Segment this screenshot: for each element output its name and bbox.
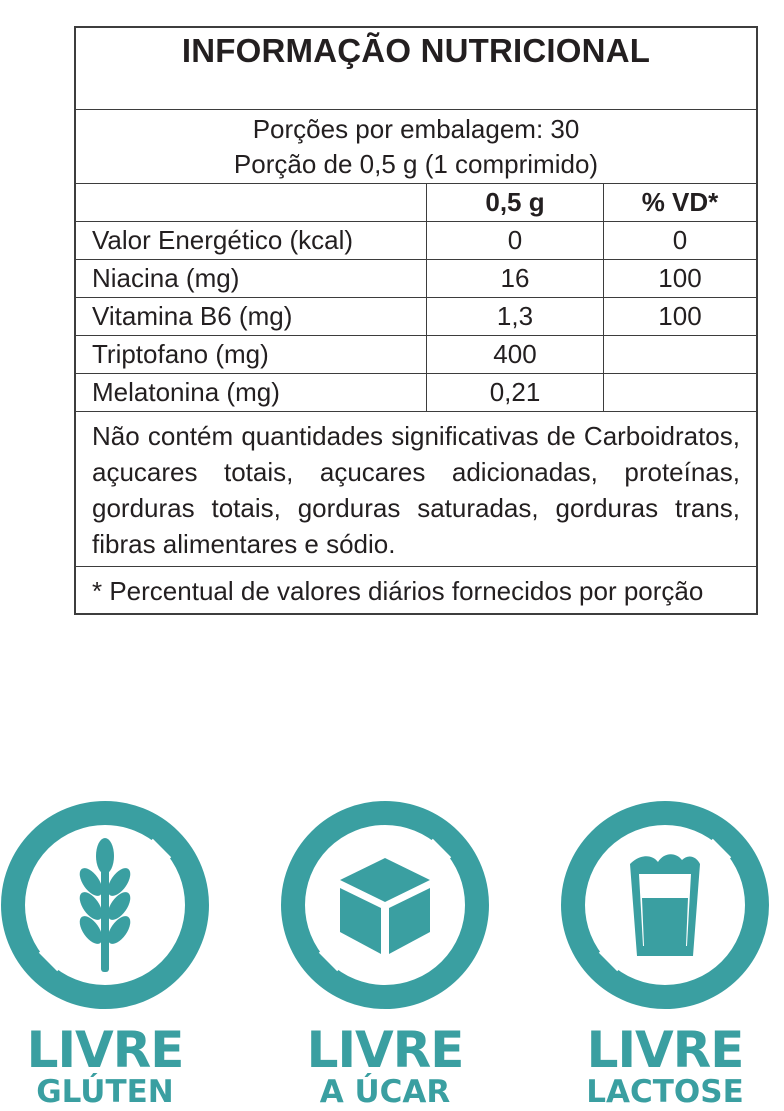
wheat-icon — [0, 800, 210, 1020]
table-footnote: * Percentual de valores diários fornecidos por porção — [92, 576, 704, 606]
badge-sugar-free — [280, 800, 490, 1111]
servings-per-package: Porções por embalagem: 30 — [252, 114, 580, 144]
free-from-badges — [0, 800, 784, 1111]
table-header-row — [76, 184, 756, 222]
nutrient-dv: 0 — [672, 225, 688, 255]
badge-line2: GLÚTEN — [36, 1074, 174, 1110]
nutrient-name: Vitamina B6 (mg) — [76, 298, 427, 335]
table-row — [76, 260, 756, 298]
nutrient-name: Niacina (mg) — [76, 260, 427, 297]
table-row — [76, 336, 756, 374]
table-note: Não contém quantidades significativas de Carboidratos, açucares totais, açucares adicionadas, proteínas, gorduras totais, gorduras saturadas, gorduras trans, fibras alimentares e sódio. — [76, 412, 756, 567]
table-row — [76, 374, 756, 412]
badge-line1: LIVRE — [586, 1021, 744, 1079]
table-title: INFORMAÇÃO NUTRICIONAL — [76, 28, 756, 110]
sugar-cube-icon — [280, 800, 490, 1020]
nutrient-amount: 0 — [427, 222, 604, 259]
nutrient-amount: 1,3 — [427, 298, 604, 335]
milk-glass-icon — [560, 800, 770, 1020]
table-row — [76, 298, 756, 336]
nutrient-dv: 100 — [658, 263, 702, 293]
badge-line2: LACTOSE — [586, 1074, 744, 1110]
header-dv: % VD* — [641, 187, 719, 217]
nutrition-table — [74, 26, 758, 615]
badge-line2: A ÚCAR — [319, 1074, 451, 1110]
nutrient-dv — [604, 374, 756, 411]
header-amount: 0,5 g — [427, 184, 604, 221]
header-nutrient — [76, 184, 427, 221]
serving-size: Porção de 0,5 g (1 comprimido) — [233, 149, 599, 179]
nutrient-amount: 0,21 — [427, 374, 604, 411]
badge-gluten-free — [0, 800, 210, 1111]
badge-line1: LIVRE — [306, 1021, 464, 1079]
nutrient-name: Valor Energético (kcal) — [76, 222, 427, 259]
table-row — [76, 222, 756, 260]
nutrient-amount: 16 — [427, 260, 604, 297]
serving-info — [76, 110, 756, 184]
badge-lactose-free — [560, 800, 770, 1111]
badge-line1: LIVRE — [26, 1021, 184, 1079]
nutrient-name: Melatonina (mg) — [76, 374, 427, 411]
nutrient-amount: 400 — [427, 336, 604, 373]
nutrient-dv — [604, 336, 756, 373]
nutrient-dv: 100 — [658, 301, 702, 331]
nutrient-name: Triptofano (mg) — [76, 336, 427, 373]
